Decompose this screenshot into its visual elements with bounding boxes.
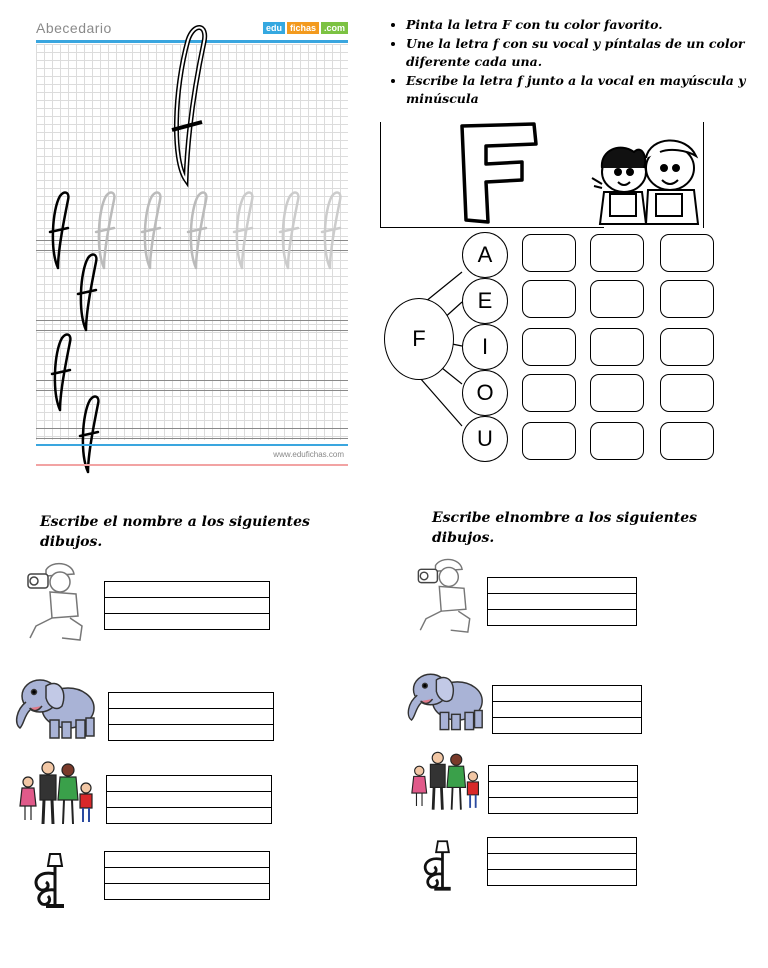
abecedario-worksheet — [36, 20, 348, 468]
section-heading-left: Escribe el nombre a los siguientes dibujos. — [40, 514, 310, 550]
bottom-red-line — [36, 464, 348, 466]
elephant-drawing — [10, 672, 98, 742]
answer-box[interactable] — [660, 422, 714, 460]
photographer-drawing — [412, 556, 478, 634]
instructions-list — [388, 16, 756, 109]
answer-box[interactable] — [522, 374, 576, 412]
answer-box[interactable] — [590, 328, 644, 366]
bottom-border-line — [36, 444, 348, 446]
vowel-diagram — [380, 228, 720, 460]
letter-f-practice-rows — [46, 190, 346, 480]
answer-box[interactable] — [590, 280, 644, 318]
worksheet-title: Abecedario — [36, 20, 112, 36]
family-drawing — [18, 760, 98, 826]
streetlamp-drawing — [416, 836, 458, 894]
family-drawing — [410, 750, 484, 812]
box-right-border — [703, 122, 704, 228]
answer-lines[interactable] — [488, 765, 638, 814]
logo-part-3: .com — [321, 22, 348, 34]
answer-box[interactable] — [660, 328, 714, 366]
model-letter-f — [164, 20, 212, 190]
answer-box[interactable] — [522, 280, 576, 318]
answer-lines[interactable] — [104, 851, 270, 900]
big-letter-f-outline[interactable] — [456, 122, 540, 226]
answer-box[interactable] — [590, 422, 644, 460]
box-left-border — [380, 122, 381, 228]
big-letter-box — [380, 122, 704, 228]
answer-lines[interactable] — [492, 685, 642, 734]
center-letter-circle[interactable]: F — [384, 298, 454, 380]
instruction-item: • Pinta la letra F con tu color favorito. — [406, 16, 756, 34]
elephant-drawing — [402, 666, 486, 734]
vowel-circle-e[interactable]: E — [462, 278, 508, 324]
answer-lines[interactable] — [487, 577, 637, 626]
answer-box[interactable] — [522, 328, 576, 366]
streetlamp-drawing — [26, 850, 72, 910]
answer-box[interactable] — [660, 234, 714, 272]
answer-box[interactable] — [522, 422, 576, 460]
answer-box[interactable] — [590, 374, 644, 412]
vowel-circle-a[interactable]: A — [462, 232, 508, 278]
worksheet-url: www.edufichas.com — [273, 450, 344, 459]
vowel-circle-u[interactable]: U — [462, 416, 508, 462]
answer-lines[interactable] — [487, 837, 637, 886]
photographer-drawing — [22, 560, 90, 642]
answer-box[interactable] — [522, 234, 576, 272]
answer-box[interactable] — [660, 280, 714, 318]
edufichas-logo — [263, 22, 348, 34]
vowel-circle-i[interactable]: I — [462, 324, 508, 370]
answer-lines[interactable] — [108, 692, 274, 741]
vowel-circle-o[interactable]: O — [462, 370, 508, 416]
answer-lines[interactable] — [106, 775, 272, 824]
answer-box[interactable] — [660, 374, 714, 412]
logo-part-2: fichas — [287, 22, 319, 34]
answer-box[interactable] — [590, 234, 644, 272]
children-reading-drawing — [590, 128, 702, 228]
answer-lines[interactable] — [104, 581, 270, 630]
logo-part-1: edu — [263, 22, 285, 34]
section-heading-right: Escribe elnombre a los siguientes dibujos. — [432, 510, 698, 546]
instruction-item: • Escribe la letra f junto a la vocal en mayúscula y minúscula — [406, 72, 756, 108]
instruction-item: • Une la letra f con su vocal y píntalas de un color diferente cada una. — [406, 35, 756, 71]
